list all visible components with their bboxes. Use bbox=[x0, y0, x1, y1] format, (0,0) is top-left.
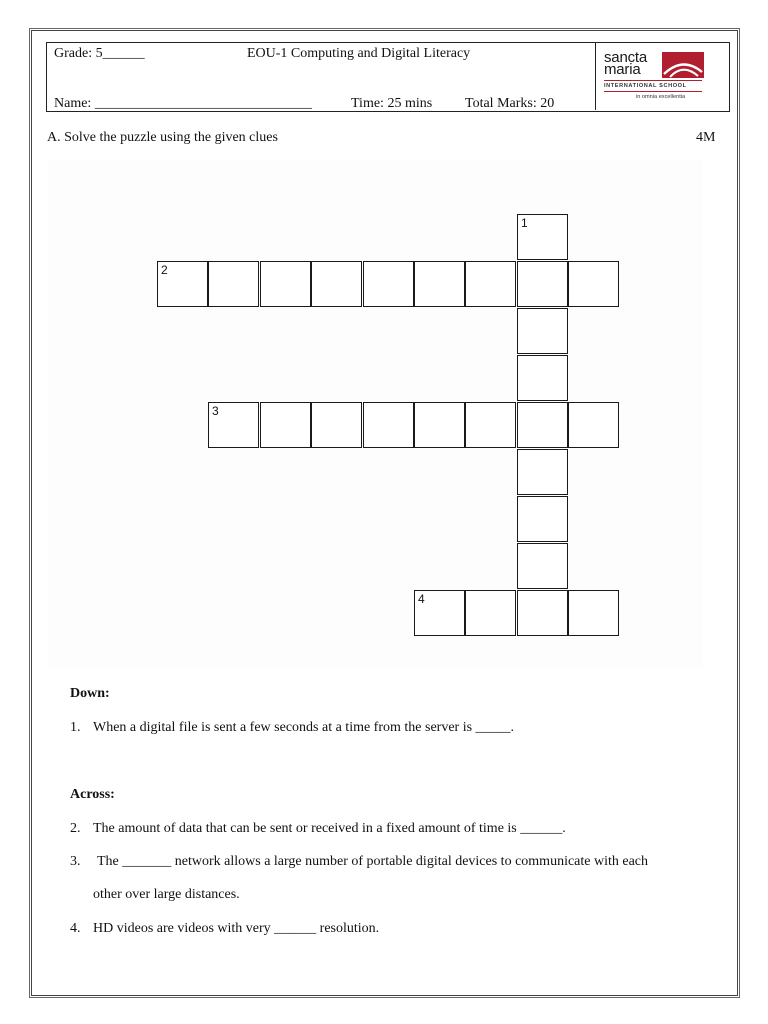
crossword-cell[interactable] bbox=[517, 355, 568, 401]
grade-label: Grade: 5______ bbox=[54, 46, 145, 61]
logo-rule-bottom bbox=[604, 91, 702, 92]
crossword-cell-number: 4 bbox=[418, 592, 425, 606]
crossword-cell[interactable] bbox=[517, 214, 568, 260]
crossword-cell-number: 3 bbox=[212, 404, 219, 418]
crossword-cell[interactable] bbox=[517, 261, 568, 307]
down-clue-1-number: 1. bbox=[70, 720, 81, 735]
crossword-cell[interactable] bbox=[517, 402, 568, 448]
crossword-cell-number: 1 bbox=[521, 216, 528, 230]
across-clue-2-number: 2. bbox=[70, 821, 81, 836]
crossword-cell[interactable] bbox=[260, 402, 311, 448]
crossword-cell[interactable] bbox=[568, 261, 619, 307]
across-clue-3-text: The _______ network allows a large number of portable digital devices to communicate with each bbox=[97, 854, 649, 869]
across-clue-3-number: 3. bbox=[70, 854, 81, 869]
crossword-cell[interactable] bbox=[208, 402, 259, 448]
crossword-cell[interactable] bbox=[414, 402, 465, 448]
crossword-cell[interactable] bbox=[157, 261, 208, 307]
logo-motto: in omnia excellentia bbox=[636, 94, 686, 100]
logo-school-text: INTERNATIONAL SCHOOL bbox=[604, 83, 687, 89]
crossword-cell[interactable] bbox=[517, 449, 568, 495]
total-marks-label: Total Marks: 20 bbox=[465, 96, 555, 111]
crossword-cell-number: 2 bbox=[161, 263, 168, 277]
section-instruction: A. Solve the puzzle using the given clues bbox=[47, 130, 278, 145]
across-heading: Across: bbox=[70, 787, 115, 802]
across-clue-4-number: 4. bbox=[70, 921, 81, 936]
crossword-cell[interactable] bbox=[363, 261, 414, 307]
across-clue-2-text: The amount of data that can be sent or received in a fixed amount of time is ______. bbox=[93, 821, 566, 836]
name-field: Name: _______________________________ bbox=[54, 96, 312, 111]
crossword-cell[interactable] bbox=[465, 402, 516, 448]
crossword-cell[interactable] bbox=[517, 308, 568, 354]
crossword-cell[interactable] bbox=[517, 496, 568, 542]
crossword-cell[interactable] bbox=[568, 402, 619, 448]
crossword-cell[interactable] bbox=[517, 590, 568, 636]
crossword-cell[interactable] bbox=[465, 590, 516, 636]
crossword-cell[interactable] bbox=[260, 261, 311, 307]
crossword-cell[interactable] bbox=[465, 261, 516, 307]
logo-name-line2: maria bbox=[604, 61, 641, 78]
crossword-cell[interactable] bbox=[568, 590, 619, 636]
time-label: Time: 25 mins bbox=[351, 96, 433, 111]
crossword-cell[interactable] bbox=[208, 261, 259, 307]
crossword-cell[interactable] bbox=[414, 590, 465, 636]
across-clue-3-continued: other over large distances. bbox=[93, 887, 240, 902]
worksheet-title: EOU-1 Computing and Digital Literacy bbox=[247, 46, 471, 61]
crossword-cell[interactable] bbox=[363, 402, 414, 448]
section-marks: 4M bbox=[696, 130, 716, 145]
crossword-cell[interactable] bbox=[311, 261, 362, 307]
down-heading: Down: bbox=[70, 686, 110, 701]
logo-rule-top bbox=[604, 80, 702, 81]
across-clue-4-text: HD videos are videos with very ______ resolution. bbox=[93, 921, 380, 936]
crossword-cell[interactable] bbox=[414, 261, 465, 307]
logo-name-line1: sancta bbox=[604, 49, 647, 66]
crossword-cell[interactable] bbox=[517, 543, 568, 589]
crossword-cell[interactable] bbox=[311, 402, 362, 448]
logo-arcs-icon bbox=[662, 52, 704, 78]
school-logo bbox=[595, 42, 729, 110]
down-clue-1-text: When a digital file is sent a few seconds at a time from the server is _____. bbox=[93, 720, 515, 735]
